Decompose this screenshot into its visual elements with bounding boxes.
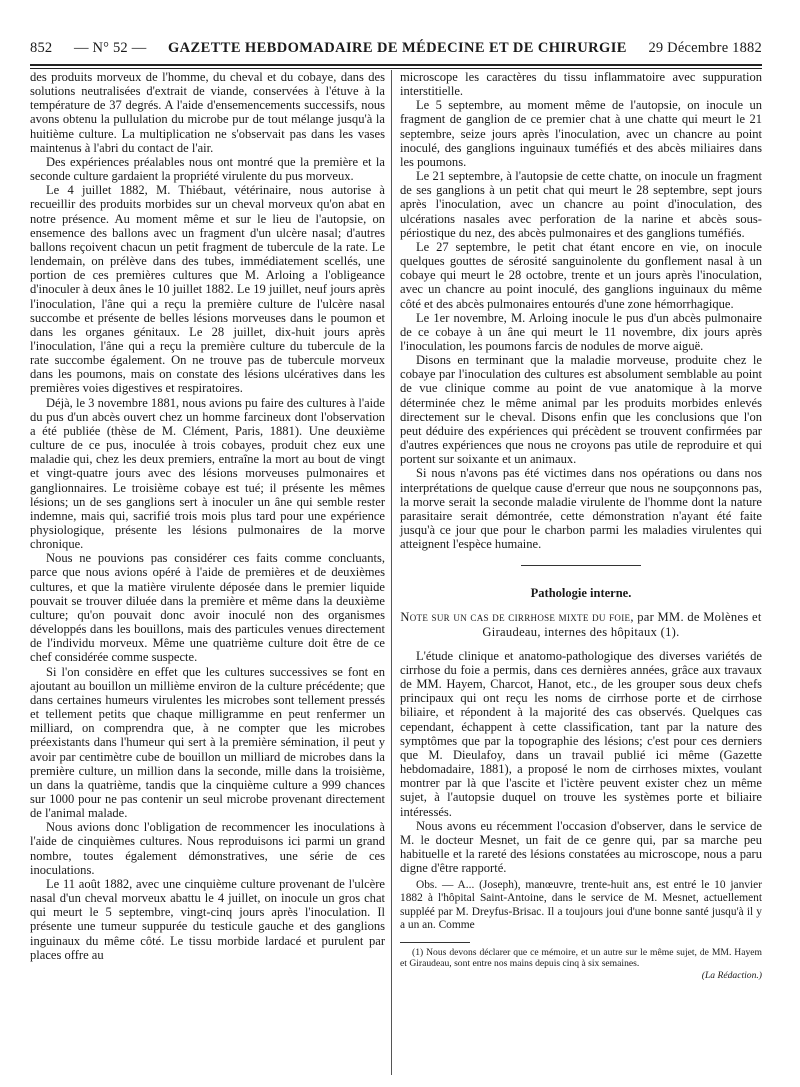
paragraph: des produits morveux de l'homme, du cheval et du cobaye, dans des solutions neutralisées d'extrait de viande, conservées à l'étuve à la température de 37 degrés. A l'aide d'ensemencements successifs, nous avons obtenu la pullulation du microbe pur de tout mélange jusqu'à la huitième culture. La multiplication ne s'observait pas dans les vases maintenus à l'abri du contact de l'air. bbox=[30, 70, 385, 155]
note-title-main: Note sur un cas de cirrhose mixte du foie, bbox=[400, 610, 634, 625]
paragraph: Si l'on considère en effet que les cultures successives se font en ajoutant au bouillon un millième environ de la culture précédente; que dans certaines humeurs virulentes les microbes sont tellement pressés et tellement petits que chaque milligramme en peut renfermer un milliard, on comprendra que, à ne compter que les microbes préexistants dans l'humeur qui sert à la première sémination, il peut y avoir par centimètre cube de bouillon un milliard de microbes dans la première culture, un million dans la seconde, mille dans la troisième, un dans la quatrième, tandis que la cinquième culture a 999 chances sur 1000 pour ne pas contenir un seul microbe provenant directement de l'animal malade. bbox=[30, 664, 385, 821]
right-column bbox=[400, 70, 762, 981]
column-divider bbox=[391, 70, 392, 1075]
paragraph: Le 27 septembre, le petit chat étant encore en vie, on inocule quelques gouttes de sérosité sanguinolente du gonflement nasal à un cobaye qui meurt le 28 octobre, trente et un jours après l'inoculation, avec un chancre au point inoculé, des ganglions inguinaux du même côté et des abcès pulmonaires entourés d'une zone hémorrhagique. bbox=[400, 239, 762, 311]
journal-title: GAZETTE HEBDOMADAIRE DE MÉDECINE ET DE CHIRURGIE bbox=[168, 40, 627, 56]
page-number: 852 bbox=[30, 40, 53, 56]
paragraph: L'étude clinique et anatomo-pathologique des diverses variétés de cirrhose du foie a permis, dans ces dernières années, grâce aux travaux de MM. Hayem, Charcot, Hanot, etc., de les grouper sous deux chefs principaux qui ont reçu les noms de cirrhose porte et de cirrhose biliaire, et répondent à la majorité des cas observés. Quelques cas cependant, échappent à cette classification, tant par la nature des symptômes que par la topographie des lésions; c'est pour ces derniers que M. Dieulafoy, dans un travail publié ici même (Gazette hebdomadaire, 1881), a proposé le nom de cirrhoses mixtes, voulant montrer par là que l'ascite et l'ictère peuvent exister chez un même sujet, à l'autopsie duquel on trouve les systèmes porte et biliaire intéressés. bbox=[400, 648, 762, 819]
paragraph: Nous avons eu récemment l'occasion d'observer, dans le service de M. le docteur Mesnet, un fait de ce genre qui, par sa marche peu habituelle et la rareté des lésions constatées au microscope, nous a paru digne d'être rapporté. bbox=[400, 818, 762, 876]
section-heading: Pathologie interne. bbox=[530, 586, 632, 601]
paragraph: Disons en terminant que la maladie morveuse, produite chez le cobaye par l'inoculation des cultures est absolument semblable au point de vue clinique comme au point de vue anatomique à la morve déterminée chez le même animal par les produits morbides enlevés directement sur le cheval. Disons enfin que les conclusions que l'on peut déduire des expériences qui précèdent se trouvent confirmées par d'autres expériences que nous ne croyons pas utile de reproduire et qui portent sur soixante et un animaux. bbox=[400, 353, 762, 467]
section-rule bbox=[521, 565, 641, 566]
footnote: (1) Nous devons déclarer que ce mémoire, et un autre sur le même sujet, de MM. Hayem et Giraudeau, sont entre nos mains depuis cinq à six semaines. bbox=[400, 947, 762, 970]
header-rule bbox=[30, 64, 762, 69]
note-title bbox=[400, 610, 762, 638]
paragraph: Nous ne pouvions pas considérer ces faits comme concluants, parce que nous avions opéré à l'aide de premières et de deuxièmes cultures, et que la matière virulente déposée dans le premier liquide pouvait se trouver diluée dans la première et même dans la deuxième culture; qu'on pouvait donc avoir inoculé non des organismes développés dans les bouillons, mais des particules venues directement de l'individu morveux. Même une quatrième culture doit être de ce chef considérée comme suspecte. bbox=[30, 551, 385, 665]
note-title-authors: par MM. de Molènes et Giraudeau, internes des hôpitaux (1). bbox=[482, 610, 762, 639]
issue-date: 29 Décembre 1882 bbox=[648, 40, 762, 56]
page-header bbox=[30, 40, 762, 64]
paragraph: Des expériences préalables nous ont montré que la première et la seconde culture gardaient la propriété virulente du pus morveux. bbox=[30, 154, 385, 184]
left-column bbox=[30, 70, 385, 962]
observation-text: Obs. — A... (Joseph), manœuvre, trente-huit ans, est entré le 10 janvier 1882 à l'hôpital Saint-Antoine, dans le service de M. Mesnet, actuellement suppléé par M. Dreyfus-Brisac. Il a toujours joui d'une bonne santé jusqu'à il y a un an. Comme bbox=[400, 879, 762, 931]
issue-number: — N° 52 — bbox=[73, 40, 147, 56]
paragraph: Le 1er novembre, M. Arloing inocule le pus d'un abcès pulmonaire de ce cobaye à un âne qui meurt le 11 novembre, dix jours après l'inoculation, les poumons farcis de nodules de morve aiguë. bbox=[400, 310, 762, 353]
footnote-signature: (La Rédaction.) bbox=[701, 969, 762, 981]
paragraph: Le 5 septembre, au moment même de l'autopsie, on inocule un fragment de ganglion de ce premier chat à une chatte qui meurt le 21 septembre, seize jours après l'inoculation, avec un chancre au point inoculé, des ganglions inguinaux tuméfiés et des abcès miliaires dans les poumons. bbox=[400, 98, 762, 169]
paragraph: Si nous n'avons pas été victimes dans nos opérations ou dans nos interprétations de quelque cause d'erreur que nous ne soupçonnons pas, la morve serait la seconde maladie virulente de l'homme dont la nature parasitaire serait démontrée, cette démonstration n'ayant été faite jusqu'à ce jour que pour le charbon parmi les maladies virulentes qui atteignent l'espèce humaine. bbox=[400, 466, 762, 552]
paragraph: Le 21 septembre, à l'autopsie de cette chatte, on inocule un fragment de ses ganglions à un petit chat qui meurt le 28 septembre, sept jours après l'inoculation, avec un chancre au point d'inoculation, des ulcérations nasales avec perforation de la narine et abcès sous-périostique du nez, des abcès pulmonaires et des ganglions tuméfiés. bbox=[400, 169, 762, 240]
paragraph: Déjà, le 3 novembre 1881, nous avions pu faire des cultures à l'aide du pus d'un abcès ouvert chez un homme farcineux dont l'observation a été publiée (thèse de M. Clément, Paris, 1881). Une deuxième culture de ce pus, inoculée à trois cobayes, produit chez eux une maladie qui, chez les deux premiers, entraîne la mort au bout de vingt et vingt-quatre jours avec des lésions morveuses pulmonaires et ganglionnaires. Le troisième cobaye est tué; il présente les mêmes lésions; un de ses ganglions sert à inoculer un âne qui semble rester indemne, mais qui, sacrifié trois mois plus tard pour une expérience physiologique, présente les lésions pulmonaires de la morve chronique. bbox=[30, 395, 385, 552]
paragraph: Le 4 juillet 1882, M. Thiébaut, vétérinaire, nous autorise à recueillir des produits morbides sur un cheval morveux qu'on abat en notre présence. Au moment même et sur le lieu de l'autopsie, on ensemence des ballons avec un fragment d'un ulcère nasal; d'autres ballons reçoivent chacun un petit fragment de tubercule de la rate. Le lendemain, on prélève dans des tubes, immédiatement scellés, une portion de ces premières cultures que M. Arloing a l'obligeance d'inoculer à deux ânes le 10 juillet 1882. Le 19 juillet, neuf jours après l'inoculation, l'âne qui a reçu la première culture de l'ulcère nasal succombe et présente de belles lésions morveuses dans le poumon et dans les organes génitaux. Le 28 juillet, dix-huit jours après l'inoculation, l'âne qui a reçu la première culture du tubercule de la rate succombe également. On ne trouve pas de tubercule morveux dans les poumons, mais on constate des lésions ulcératives dans les premières voies digestives et respiratoires. bbox=[30, 183, 385, 396]
paragraph: microscope les caractères du tissu inflammatoire avec suppuration interstitielle. bbox=[400, 70, 762, 99]
paragraph: Nous avions donc l'obligation de recommencer les inoculations à l'aide de cinquièmes cultures. Nous reproduisons ici parmi un grand nombre, toutes également démonstratives, une série de ces inoculations. bbox=[30, 820, 385, 877]
footnote-rule bbox=[400, 942, 470, 943]
paragraph: Le 11 août 1882, avec une cinquième culture provenant de l'ulcère nasal d'un cheval morveux abattu le 4 juillet, on inocule un gros chat qui meurt le 5 septembre, vingt-cinq jours après l'inoculation. Il présente une tumeur suppurée du testicule gauche et des ganglions inguinaux du même côté. Le tissu morbide lardacé et purulent par places offre au bbox=[30, 876, 385, 962]
